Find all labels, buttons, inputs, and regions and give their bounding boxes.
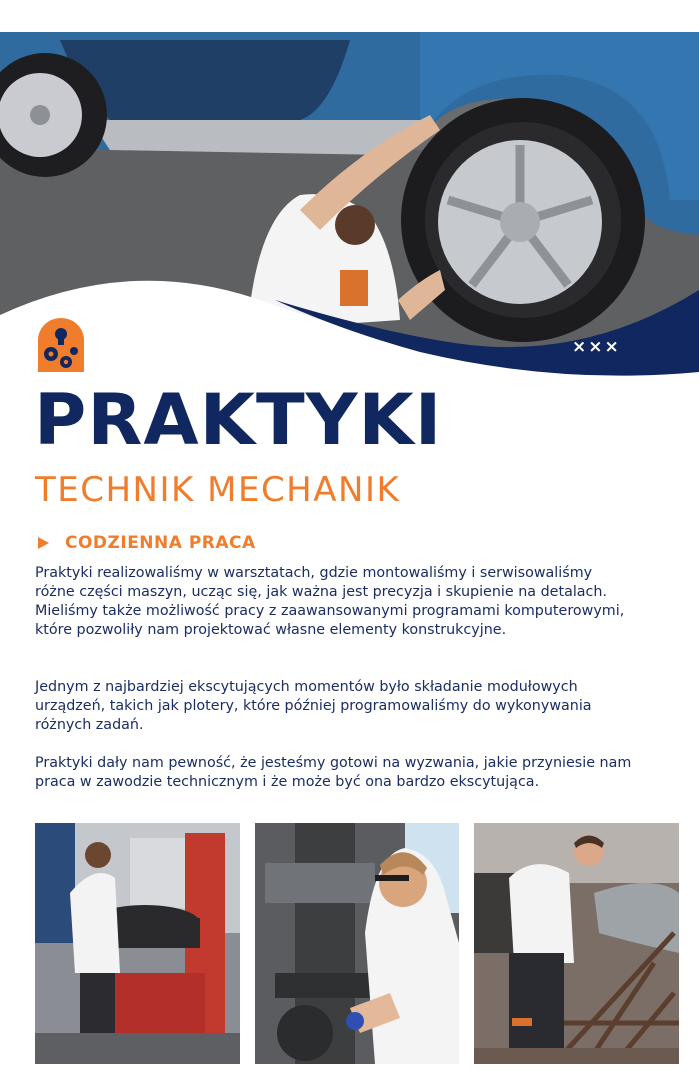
gears-lightbulb-icon xyxy=(38,318,84,372)
page-subtitle: TECHNIK MECHANIK xyxy=(35,470,401,510)
triangle-right-icon xyxy=(38,537,49,549)
photo-drill-press xyxy=(255,823,459,1064)
photo-tire-changer xyxy=(35,823,240,1064)
section-heading xyxy=(38,530,256,556)
body-paragraph: Praktyki realizowaliśmy w warsztatach, gdzie montowaliśmy i serwisowaliśmy różne części maszyn, ucząc się, jak ważna jest precyzja i skupienie na detalach. Mieliśmy także możliwość pracy z zaawansowanymi programami komputerowymi, które pozwoliły nam projektować własne elementy konstrukcyjne. xyxy=(35,565,625,638)
photo-welding xyxy=(474,823,679,1064)
body-paragraph: Praktyki dały nam pewność, że jesteśmy gotowi na wyzwania, jakie przyniesie nam praca w zawodzie technicznym i że może być ona bardzo ekscytująca. xyxy=(35,755,632,790)
page-title: PRAKTYKI xyxy=(34,379,443,461)
section-heading-label: CODZIENNA PRACA xyxy=(65,533,256,553)
body-paragraph: Jednym z najbardziej ekscytujących momentów było składanie modułowych urządzeń, takich jak plotery, które później programowaliśmy do wykonywania różnych zadań. xyxy=(35,679,592,733)
decorative-dots: ××× xyxy=(572,337,621,357)
